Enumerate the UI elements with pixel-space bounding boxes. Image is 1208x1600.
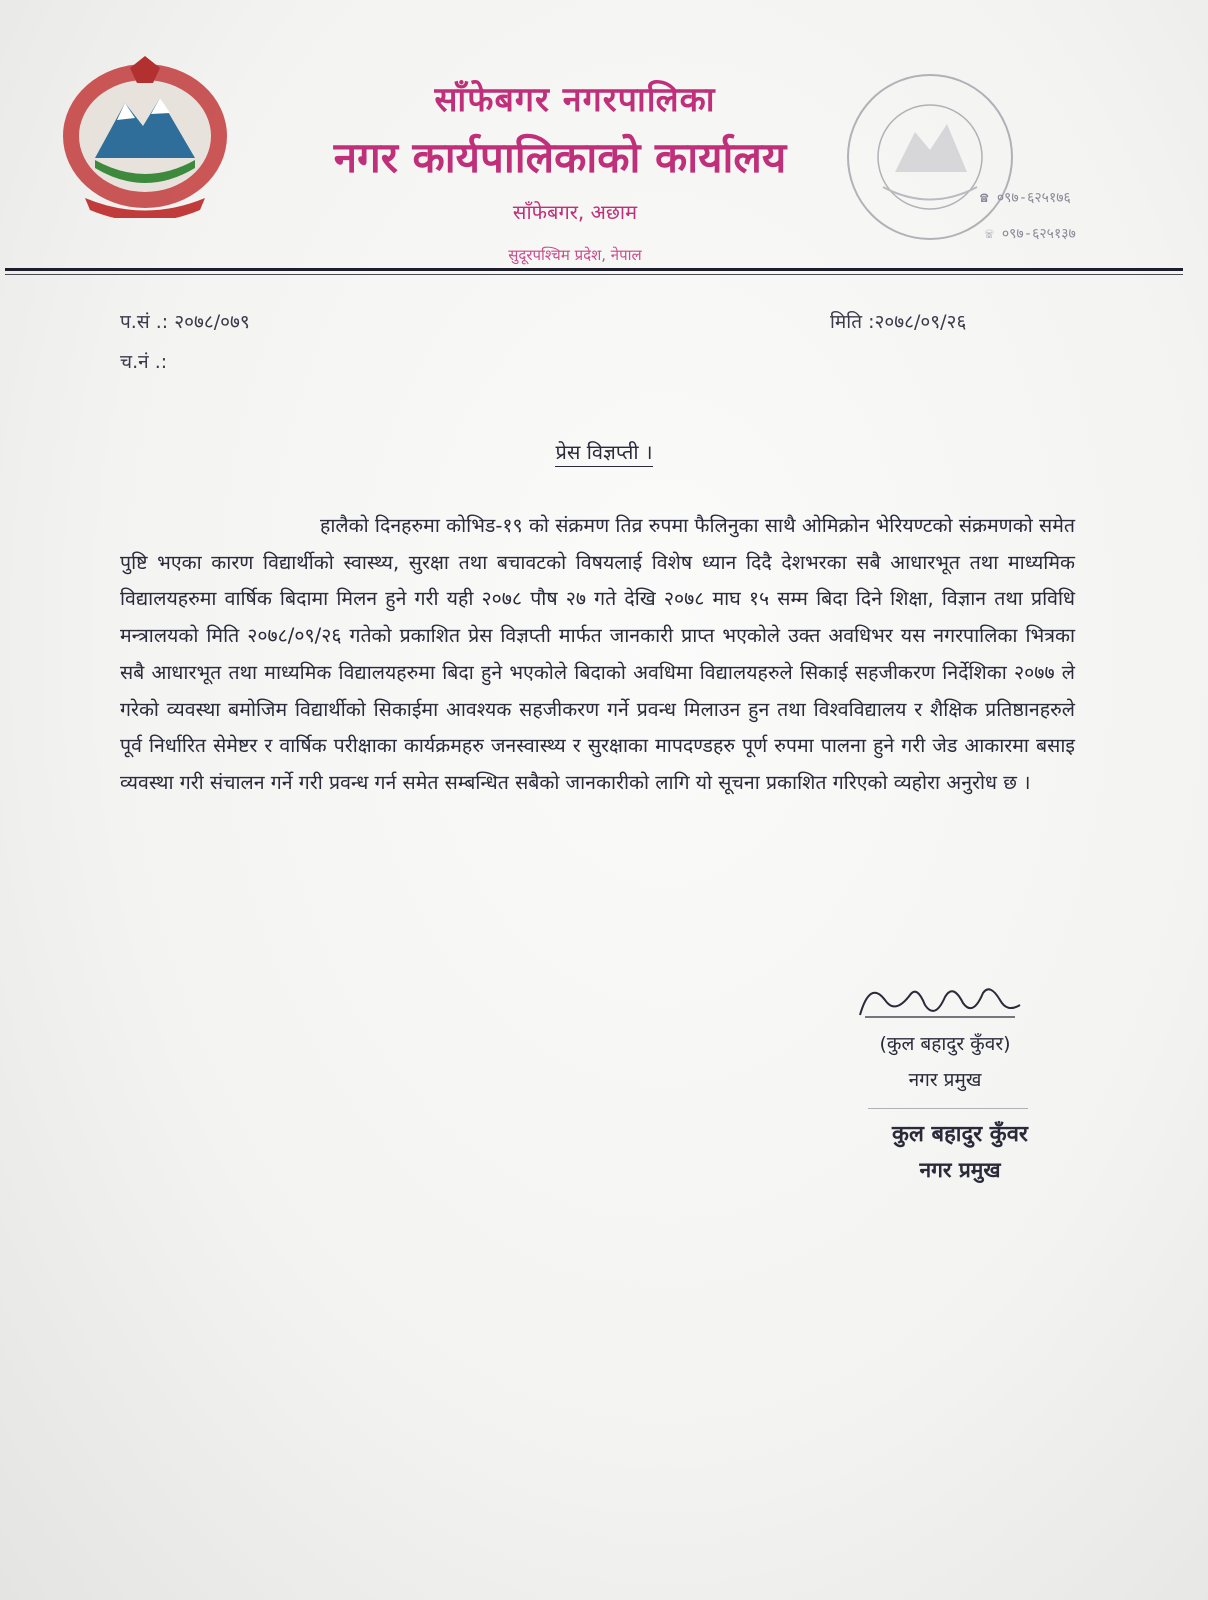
stamp-name: कुल बहादुर कुँवर — [892, 1122, 1028, 1147]
municipality-name: साँफेबगर नगरपालिका — [434, 80, 716, 120]
phone-number-1: ☎ ०९७-६२५१७६ — [980, 190, 1071, 206]
signature-icon — [855, 975, 1025, 1025]
office-name: नगर कार्यपालिकाको कार्यालय — [333, 133, 787, 182]
notice-title-text: प्रेस विज्ञप्ती । — [555, 440, 652, 467]
notice-title — [0, 438, 1208, 465]
header-divider-thin — [5, 274, 1183, 275]
notice-body: हालैको दिनहरुमा कोभिड-१९ को संक्रमण तिव्र रुपमा फैलिनुका साथै ओमिक्रोन भेरियण्टको संक्रमणको समेत पुष्टि भएका कारण विद्यार्थीको स्वास्थ्य, सुरक्षा तथा बचावटको विषयलाई विशेष ध्यान दिदै देशभरका सबै आधारभूत तथा माध्यमिक विद्यालयहरुमा वार्षिक बिदामा मिलन हुने गरी यही २०७८ पौष २७ गते देखि २०७८ माघ १५ सम्म बिदा दिने शिक्षा, विज्ञान तथा प्रविधि मन्त्रालयको मिति २०७८/०९/२६ गतेको प्रकाशित प्रेस विज्ञप्ती मार्फत जानकारी प्राप्त भएकोले उक्त अवधिभर यस नगरपालिका भित्रका सबै आधारभूत तथा माध्यमिक विद्यालयहरुमा बिदा हुने भएकोले बिदाको अवधिमा विद्यालयहरुले सिकाई सहजीकरण निर्देशिका २०७७ ले गरेको व्यवस्था बमोजिम विद्यार्थीको सिकाईमा आवश्यक सहजीकरण गर्ने प्रवन्ध मिलाउन हुन तथा विश्वविद्यालय र शैक्षिक प्रतिष्ठानहरुले पूर्व निर्धारित सेमेष्टर र वार्षिक परीक्षाका कार्यक्रमहरु जनस्वास्थ्य र सुरक्षाका मापदण्डहरु पूर्ण रुपमा पालना हुने गरी जेड आकारमा बसाइ व्यवस्था गरी संचालन गर्ने गरी प्रवन्ध गर्न समेत सम्बन्धित सबैको जानकारीको लागि यो सूचना प्रकाशित गरिएको व्यहोरा अनुरोध छ । — [120, 514, 1075, 794]
stamp-divider — [868, 1108, 1028, 1109]
signatory-name: (कुल बहादुर कुँवर) — [879, 1033, 1011, 1055]
office-province: सुदूरपश्चिम प्रदेश, नेपाल — [508, 246, 642, 264]
dispatch-number: च.नं .: — [120, 351, 168, 373]
nepal-emblem-icon — [55, 48, 235, 218]
letter-number: प.सं .: २०७८/०७९ — [120, 311, 250, 333]
phone-number-2: ☏ ०९७-६२५१३७ — [985, 226, 1076, 242]
office-location: साँफेबगर, अछाम — [512, 200, 638, 224]
signatory-designation: नगर प्रमुख — [908, 1069, 982, 1091]
letter-date: मिति :२०७८/०९/२६ — [830, 311, 967, 333]
stamp-designation: नगर प्रमुख — [919, 1158, 1001, 1182]
header-divider — [5, 268, 1183, 271]
